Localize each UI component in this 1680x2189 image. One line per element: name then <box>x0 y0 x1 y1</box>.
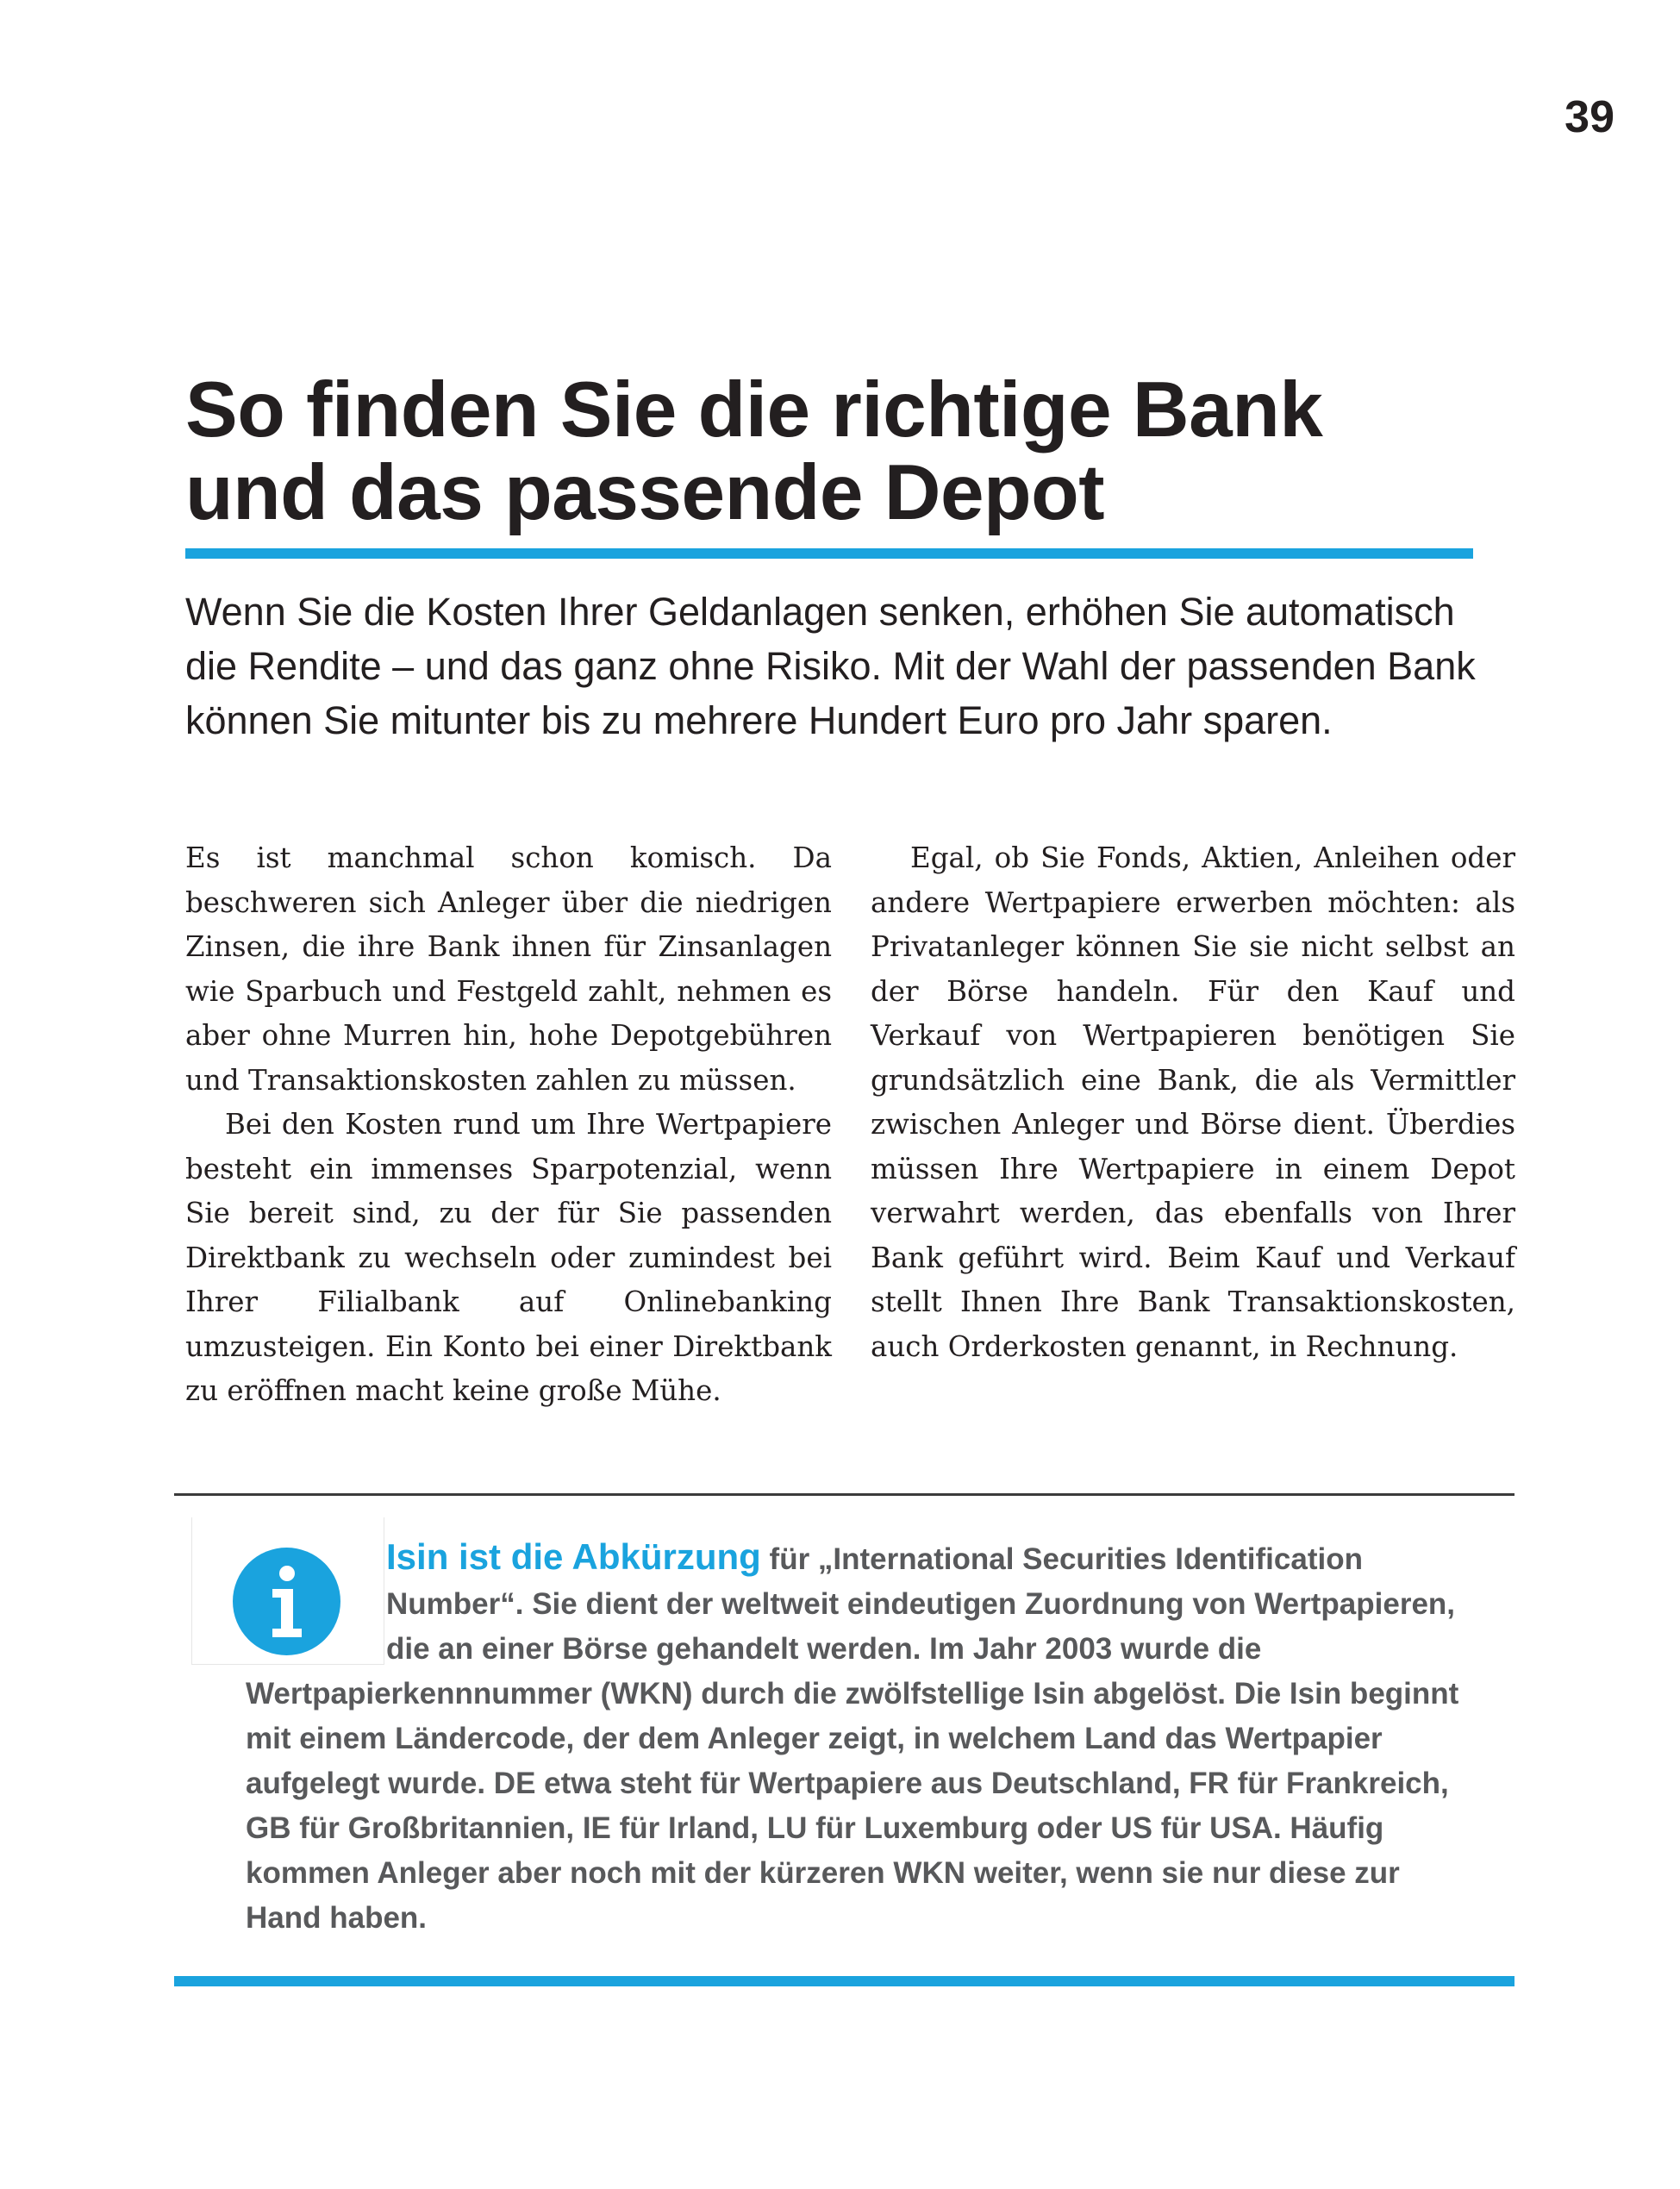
title-line-1: So finden Sie die richtige Bank <box>185 366 1323 453</box>
icon-spacer <box>246 1535 386 1666</box>
infobox-top-rule <box>174 1493 1514 1496</box>
body-paragraph: Es ist manchmal schon komisch. Da beschweren sich Anleger über die niedrigen Zinsen, die ihre Bank ihnen für Zinsanlagen wie Sparbuch und Festgeld zahlt, nehmen es aber ohne Murren hin, hohe Depotgebühren und Transaktionskosten zahlen zu müssen. <box>185 841 832 1097</box>
page-title <box>185 366 1496 536</box>
page-number: 39 <box>1564 92 1614 142</box>
infobox-bottom-rule <box>174 1976 1514 1986</box>
infobox-body: für „International Securities Identification Number“. Sie dient der weltweit eindeutigen Zuordnung von Wertpapieren, die an einer Börse gehandelt werden. Im Jahr 2003 wurde die Wertpapierkennnummer (WKN) durch die zwölfstellige Isin abgelöst. Die Isin beginnt mit einem Ländercode, der dem Anleger zeigt, in welchem Land das Wertpapier aufgelegt wurde. DE etwa steht für Wertpapiere aus Deutschland, FR für Frankreich, GB für Großbritannien, IE für Irland, LU für Luxemburg oder US für USA. Häufig kommen Anleger aber noch mit der kürzeren WKN weiter, wenn sie nur diese zur Hand haben. <box>246 1542 1459 1935</box>
title-underline <box>185 548 1473 559</box>
infobox-text <box>246 1535 1470 1941</box>
body-paragraph: Bei den Kosten rund um Ihre Wertpapiere besteht ein immenses Sparpotenzial, wenn Sie bereit sind, zu der für Sie passenden Direktbank zu wechseln oder zumindest bei Ihrer Filialbank auf Onlinebanking umzusteigen. Ein Konto bei einer Direktbank zu eröffnen macht keine große Mühe. <box>185 1108 832 1407</box>
lead-paragraph: Wenn Sie die Kosten Ihrer Geldanlagen senken, erhöhen Sie automatisch die Rendite – und das ganz ohne Risiko. Mit der Wahl der passenden Bank können Sie mitunter bis zu mehrere Hundert Euro pro Jahr sparen. <box>185 590 1476 742</box>
body-column-left <box>185 836 832 1414</box>
infobox-highlight: Isin ist die Abkürzung <box>386 1536 761 1577</box>
title-line-2: und das passende Depot <box>185 449 1105 536</box>
body-paragraph: Egal, ob Sie Fonds, Aktien, Anleihen oder andere Wertpapiere erwerben möchten: als Privatanleger können Sie sie nicht selbst an der Börse handeln. Für den Kauf und Verkauf von Wertpapieren benötigen Sie grundsätzlich eine Bank, die als Vermittler zwischen Anleger und Börse dient. Überdies müssen Ihre Wertpapiere in einem Depot verwahrt werden, das ebenfalls von Ihrer Bank geführt wird. Beim Kauf und Verkauf stellt Ihnen Ihre Bank Transaktionskosten, auch Orderkosten genannt, in Rechnung. <box>871 841 1515 1363</box>
body-column-right <box>871 836 1515 1369</box>
